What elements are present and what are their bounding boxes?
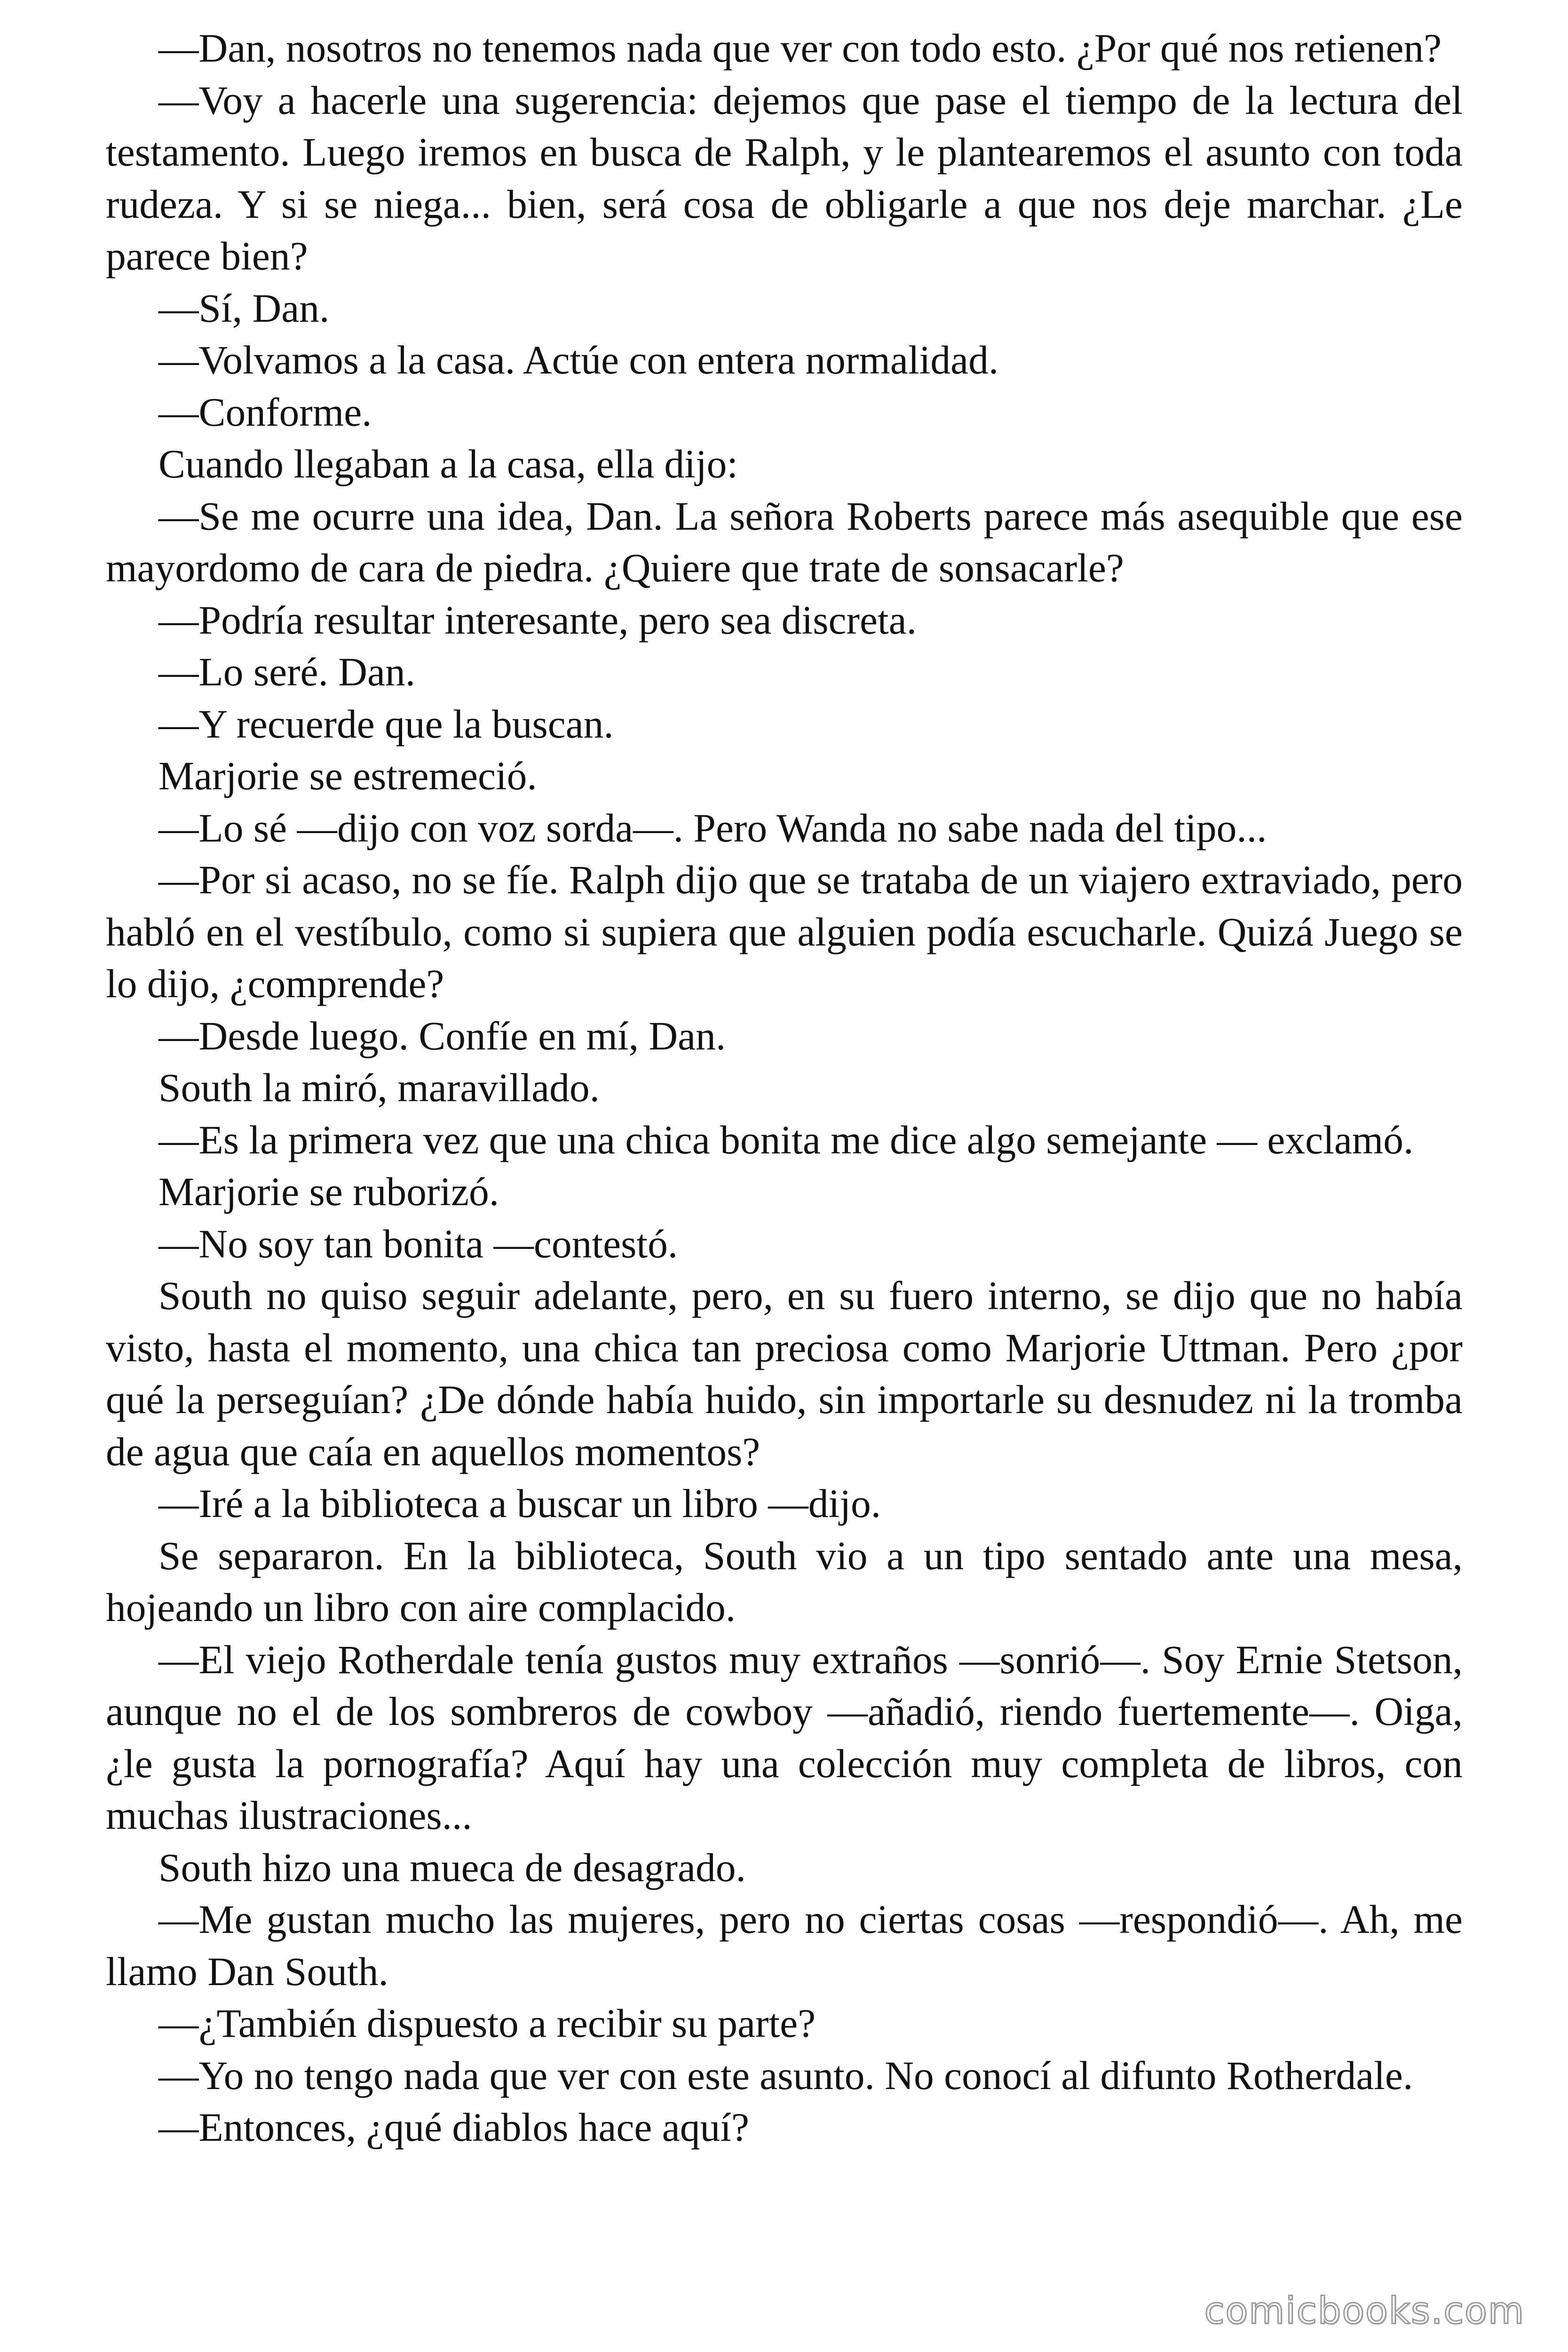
paragraph: —Desde luego. Confíe en mí, Dan. [158,1014,726,1058]
paragraph: —Conforme. [158,390,372,435]
paragraph: South hizo una mueca de desagrado. [158,1845,746,1890]
paragraph: —Se me ocurre una idea, Dan. La señora Roberts parece más asequible que ese mayordomo de cara de piedra. ¿Quiere que trate de sonsacarle? [106,494,1463,590]
paragraph: —Me gustan mucho las mujeres, pero no ciertas cosas —respondió—. Ah, me llamo Dan South. [106,1898,1463,1994]
paragraph: —Por si acaso, no se fíe. Ralph dijo que se trataba de un viajero extraviado, pero habló en el vestíbulo, como si supiera que alguien podía escucharle. Quizá Juego se lo dijo, ¿comprende? [106,858,1463,1006]
paragraph: Se separaron. En la biblioteca, South vio a un tipo sentado ante una mesa, hojeando un libro con aire complacido. [106,1534,1463,1630]
paragraph: South la miró, maravillado. [158,1066,600,1110]
paragraph: South no quiso seguir adelante, pero, en su fuero interno, se dijo que no había visto, hasta el momento, una chica tan preciosa como Marjorie Uttman. Pero ¿por qué la perseguían? ¿De dónde había huido, sin importarle su desnudez ni la tromba de agua que caía en aquellos momentos? [106,1274,1463,1474]
paragraph: —Es la primera vez que una chica bonita me dice algo semejante — exclamó. [158,1118,1414,1162]
paragraph: Marjorie se estremeció. [158,754,537,798]
watermark: comicbooks.com [1204,2290,1525,2332]
paragraph: —Sí, Dan. [158,286,330,331]
paragraph: —Y recuerde que la buscan. [158,702,614,747]
paragraph: Marjorie se ruborizó. [158,1170,499,1214]
paragraph: —¿También dispuesto a recibir su parte? [158,2002,816,2046]
paragraph: —Volvamos a la casa. Actúe con entera normalidad. [158,338,999,382]
paragraph: —El viejo Rotherdale tenía gustos muy extraños —sonrió—. Soy Ernie Stetson, aunque no el de los sombreros de cowboy —añadió, riendo fuertemente—. Oiga, ¿le gusta la pornografía? Aquí hay una colección muy completa de libros, con muchas ilustraciones... [106,1637,1463,1838]
paragraph: —Lo sé —dijo con voz sorda—. Pero Wanda no sabe nada del tipo... [158,806,1267,850]
paragraph: —Voy a hacerle una sugerencia: dejemos que pase el tiempo de la lectura del testamento. Luego iremos en busca de Ralph, y le plantearemos el asunto con toda rudeza. Y si se niega... bien, será cosa de obligarle a que nos deje marchar. ¿Le parece bien? [106,78,1463,278]
paragraph: —Yo no tengo nada que ver con este asunto. No conocí al difunto Rotherdale. [158,2053,1413,2098]
paragraph: —Podría resultar interesante, pero sea discreta. [158,598,917,643]
paragraph: —Lo seré. Dan. [158,650,416,694]
page-text [106,23,1463,2154]
paragraph: —Dan, nosotros no tenemos nada que ver con todo esto. ¿Por qué nos retienen? [158,26,1442,71]
paragraph: Cuando llegaban a la casa, ella dijo: [158,442,738,486]
paragraph: —Iré a la biblioteca a buscar un libro —dijo. [158,1482,881,1526]
paragraph: —No soy tan bonita —contestó. [158,1222,678,1266]
paragraph: —Entonces, ¿qué diablos hace aquí? [158,2106,749,2150]
